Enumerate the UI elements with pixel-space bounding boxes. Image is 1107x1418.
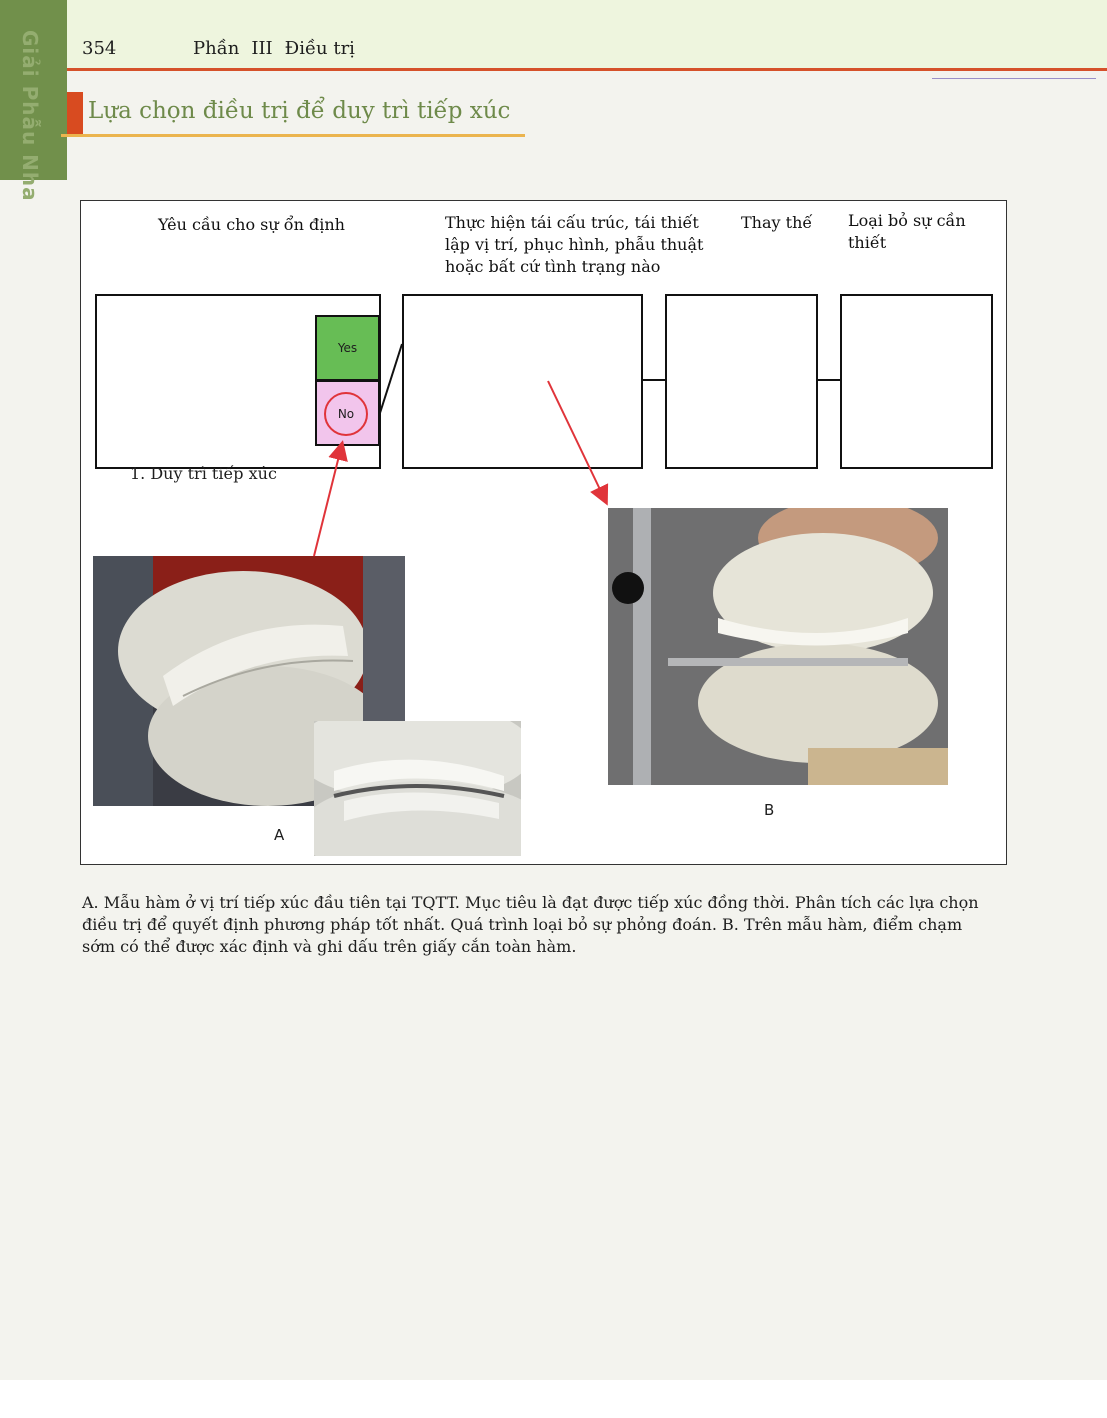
side-watermark: Giải Phẫu Nha	[18, 30, 42, 202]
side-tab	[0, 0, 67, 202]
label-b: B	[764, 801, 775, 819]
figure-overlay	[81, 201, 1006, 864]
requirement-label: 1. Duy trì tiếp xúc	[130, 464, 277, 483]
title-marker	[67, 92, 83, 134]
label-a: A	[274, 826, 285, 844]
yes-label: Yes	[337, 341, 358, 355]
header-thin-rule	[932, 78, 1096, 79]
header-rule	[67, 68, 1107, 71]
no-label: No	[337, 407, 355, 421]
arrow-to-no	[314, 444, 342, 556]
part-numeral: III	[251, 38, 273, 59]
part-word: Phần	[193, 38, 240, 59]
column-header-reconstruction: Thực hiện tái cấu trúc, tái thiết lập vị trí, phục hình, phẫu thuật hoặc bất cứ tình trạng nào	[445, 213, 704, 276]
column-header-replacement: Thay thế	[741, 213, 813, 232]
section-title: Lựa chọn điều trị để duy trì tiếp xúc	[88, 98, 511, 124]
figure-panel	[80, 200, 1007, 865]
title-underline	[61, 134, 525, 137]
page-number: 354	[82, 38, 117, 59]
page-bottom-band	[0, 1380, 1107, 1418]
page-header	[0, 0, 1107, 68]
chapter-title: Điều trị	[284, 38, 355, 59]
arrow-to-photo-b	[548, 381, 606, 502]
running-head	[193, 38, 367, 59]
no-to-reconstruction-line	[380, 344, 402, 413]
column-header-stability: Yêu cầu cho sự ổn định	[158, 215, 345, 234]
column-header-elimination: Loại bỏ sự cần thiết	[848, 211, 966, 252]
figure-caption: A. Mẫu hàm ở vị trí tiếp xúc đầu tiên tại TQTT. Mục tiêu là đạt được tiếp xúc đồng thời. Phân tích các lựa chọn điều trị để quyết định phương pháp tốt nhất. Quá trình loại bỏ sự phỏng đoán. B. Trên mẫu hàm, điểm chạm sớm có thể được xác định và ghi dấu trên giấy cắn toàn hàm.	[82, 893, 979, 956]
